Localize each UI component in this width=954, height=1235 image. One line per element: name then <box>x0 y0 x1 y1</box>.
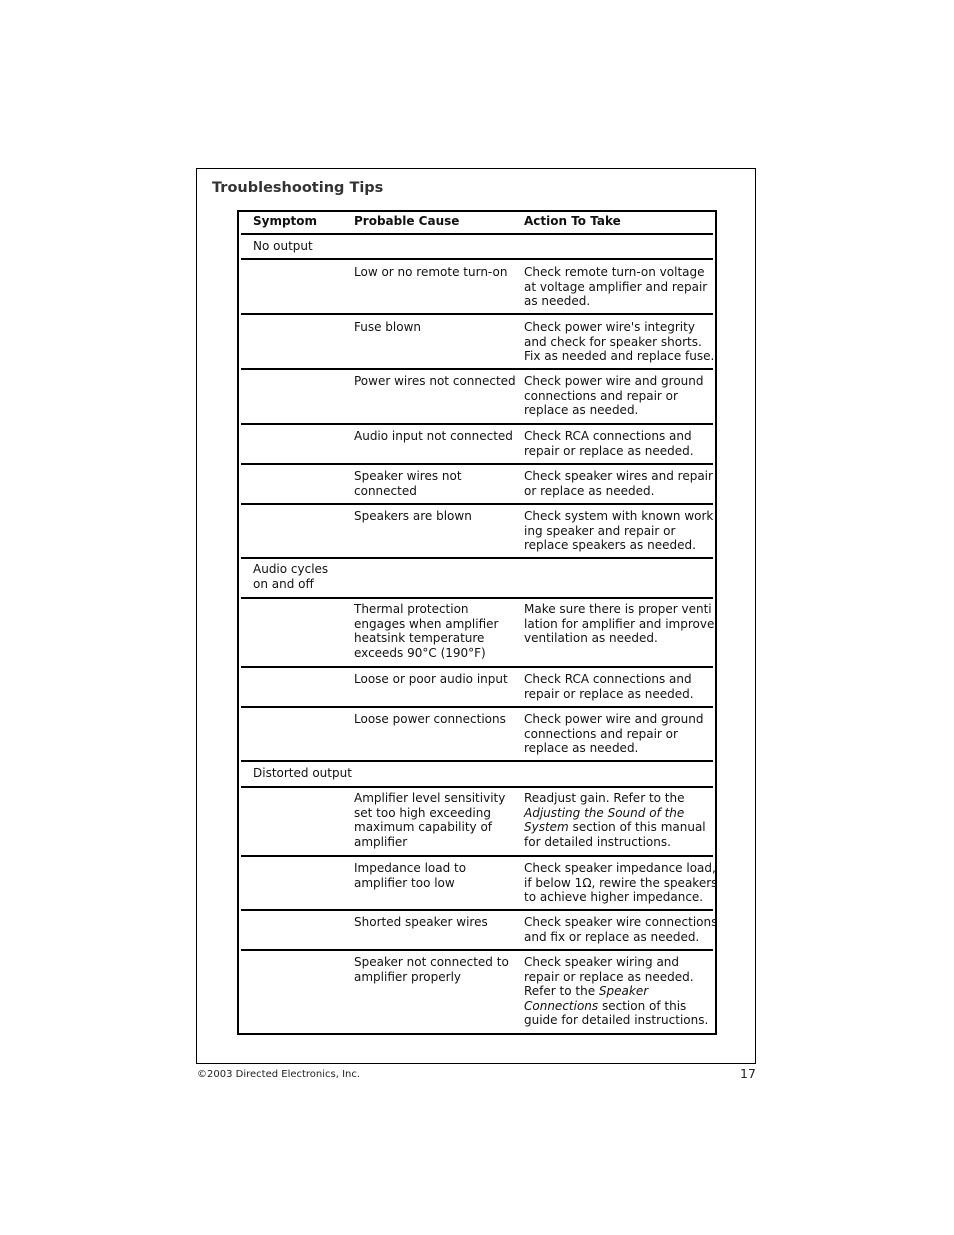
table-row <box>241 857 718 911</box>
table-row <box>241 465 713 505</box>
action-cell: Check RCA connections and repair or replace as needed. <box>524 672 694 701</box>
troubleshooting-table <box>237 210 717 1035</box>
table-row <box>241 425 713 465</box>
cause-cell: Loose power connections <box>354 712 506 726</box>
action-text: section of this guide for detailed instructions. <box>524 998 709 1027</box>
table-row <box>241 599 713 668</box>
action-cell <box>524 791 718 849</box>
cause-cell: Audio input not connected <box>354 429 513 443</box>
table-row <box>241 668 713 708</box>
symptom-cell: Audio cycles on and off <box>253 562 329 591</box>
action-text: section of this manual for detailed instructions. <box>524 820 706 849</box>
action-text: Readjust gain. Refer to the <box>524 791 685 805</box>
table-row <box>241 708 713 762</box>
cause-cell: Speaker not connected to amplifier properly <box>354 955 509 984</box>
cause-cell: Speakers are blown <box>354 509 472 523</box>
action-cell: Check remote turn-on voltage at voltage amplifier and repair as needed. <box>524 265 708 308</box>
action-cell: Check system with known work ing speaker and repair or replace speakers as needed. <box>524 509 714 552</box>
table-header-row <box>241 212 713 235</box>
table-row <box>241 911 718 951</box>
header-probable-cause: Probable Cause <box>354 214 460 228</box>
cause-cell: Power wires not connected <box>354 374 516 388</box>
page-title: Troubleshooting Tips <box>212 180 384 196</box>
action-cell: Check RCA connections and repair or replace as needed. <box>524 429 694 458</box>
cause-cell: Amplifier level sensitivity set too high exceeding maximum capability of amplifier <box>354 791 506 849</box>
table-row <box>241 762 713 788</box>
copyright-footer: ©2003 Directed Electronics, Inc. <box>197 1069 361 1080</box>
table-row <box>241 788 713 857</box>
symptom-cell: Distorted output <box>253 766 352 780</box>
action-cell: Check speaker impedance load, if below 1Ω, rewire the speakers to achieve higher impedance. <box>524 861 718 904</box>
table-row <box>241 235 713 260</box>
action-cell <box>524 955 718 1028</box>
table-row <box>241 315 713 370</box>
table-row <box>241 505 713 559</box>
guide-section-reference: Speaker Connections <box>524 984 649 1013</box>
cause-cell: Fuse blown <box>354 320 422 334</box>
header-symptom: Symptom <box>253 214 318 228</box>
table-row <box>241 370 713 425</box>
action-cell: Check speaker wire connections and fix or replace as needed. <box>524 915 718 944</box>
action-text: Check speaker wiring and repair or replace as needed. Refer to the <box>524 955 694 998</box>
header-action: Action To Take <box>524 214 621 228</box>
table-row <box>241 559 713 599</box>
action-cell: Make sure there is proper venti lation for amplifier and improve ventilation as needed. <box>524 602 715 645</box>
action-cell: Check power wire and ground connections and repair or replace as needed. <box>524 374 704 417</box>
cause-cell: Loose or poor audio input <box>354 672 508 686</box>
action-cell: Check power wire and ground connections and repair or replace as needed. <box>524 712 704 755</box>
cause-cell: Thermal protection engages when amplifier heatsink temperature exceeds 90°C (190°F) <box>354 602 499 660</box>
page-number: 17 <box>740 1066 756 1081</box>
table-row <box>241 260 713 315</box>
action-cell: Check speaker wires and repair or replace as needed. <box>524 469 713 498</box>
manual-section-reference: Adjusting the Sound of the System <box>524 805 685 834</box>
cause-cell: Shorted speaker wires <box>354 915 488 929</box>
cause-cell: Speaker wires not connected <box>354 469 462 498</box>
table-row <box>241 951 713 1033</box>
cause-cell: Impedance load to amplifier too low <box>354 861 467 890</box>
cause-cell: Low or no remote turn-on <box>354 265 508 279</box>
symptom-cell: No output <box>253 239 313 253</box>
action-cell: Check power wire's integrity and check for speaker shorts. Fix as needed and replace fuse. <box>524 320 715 363</box>
